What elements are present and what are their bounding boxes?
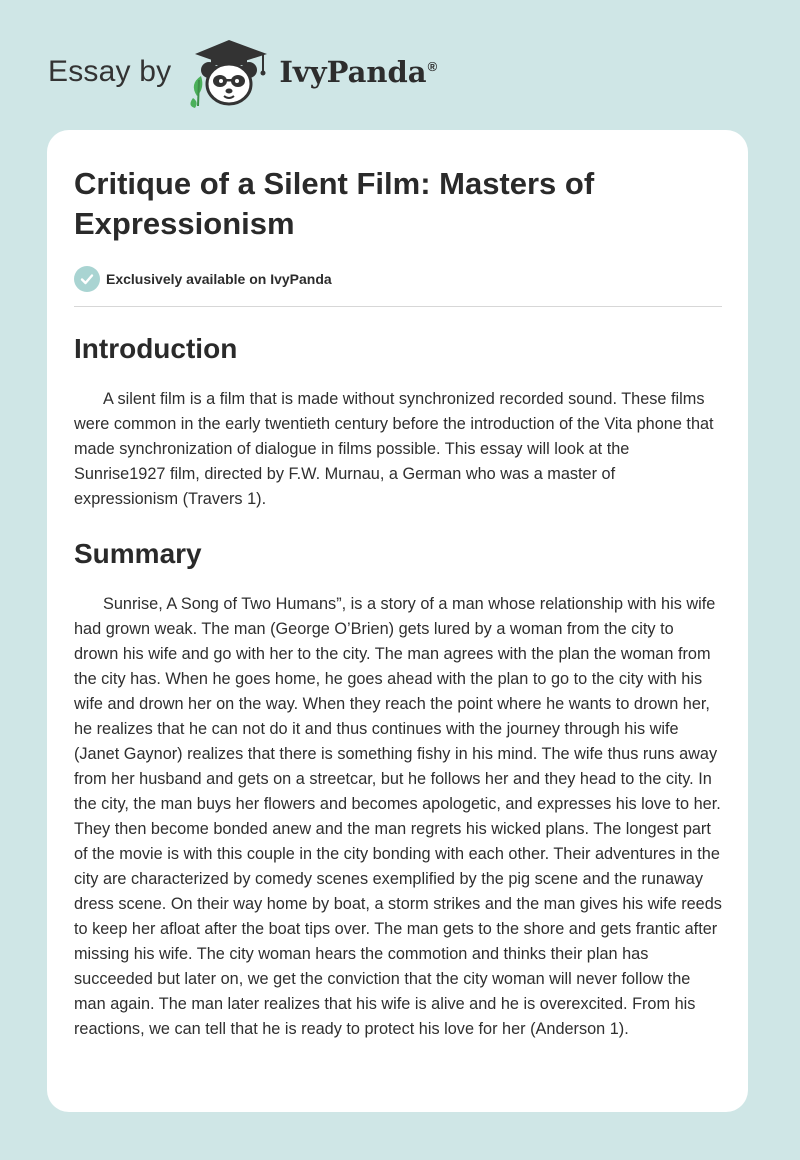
- article-card: [47, 130, 748, 1112]
- introduction-paragraph: A silent film is a film that is made without synchronized recorded sound. These films were common in the early twentieth century before the introduction of the Vita phone that made synchronization of dialogue in films possible. This essay will look at the Sunrise1927 film, directed by F.W. Murnau, a German who was a master of expressionism (Travers 1).: [74, 390, 714, 508]
- registered-mark: ®: [427, 59, 438, 75]
- section-heading-summary: Summary: [74, 538, 202, 569]
- site-brand[interactable]: [48, 36, 437, 108]
- brand-name: IvyPanda®: [279, 55, 438, 89]
- section-heading-introduction: Introduction: [74, 333, 238, 364]
- brand-prefix: Essay by: [48, 55, 172, 88]
- exclusive-badge: [74, 266, 722, 307]
- check-circle-icon: [74, 266, 100, 292]
- summary-paragraph: Sunrise, A Song of Two Humans”, is a story of a man whose relationship with his wife had grown weak. The man (George O’Brien) gets lured by a woman from the city to drown his wife and go with her to the city. The man agrees with the plan the woman from the city has. When he goes home, he goes ahead with the plan to go to the city with his wife and drown her on the way. When they reach the point where he wants to drown her, he realizes that he can not do it and thus continues with the journey through his wife (Janet Gaynor) realizes that there is something fishy in his mind. The wife thus runs away from her husband and gets on a streetcar, but he follows her and they head to the city. In the city, the man buys her flowers and becomes apologetic, and expresses his love to her. They then become bonded anew and the man regrets his wicked plans. The longest part of the movie is with this couple in the city bonding with each other. Their adventures in the city are characterized by comedy scenes exemplified by the pig scene and the runaway dress scene. On their way home by boat, a storm strikes and the man gives his wife reeds to keep her afloat after the boat tips over. The man gets to the shore and gets frantic after missing his wife. The city woman hears the commotion and thinks their plan has succeeded but later on, we get the conviction that the city woman will never follow the man again. The man later realizes that his wife is alive and he is overexcited. From his reactions, we can tell that he is ready to protect his love for her (Anderson 1).: [74, 595, 722, 1038]
- page-title: Critique of a Silent Film: Masters of Expressionism: [74, 166, 595, 241]
- badge-label: Exclusively available on IvyPanda: [106, 271, 332, 287]
- panda-graduate-icon: [187, 36, 273, 108]
